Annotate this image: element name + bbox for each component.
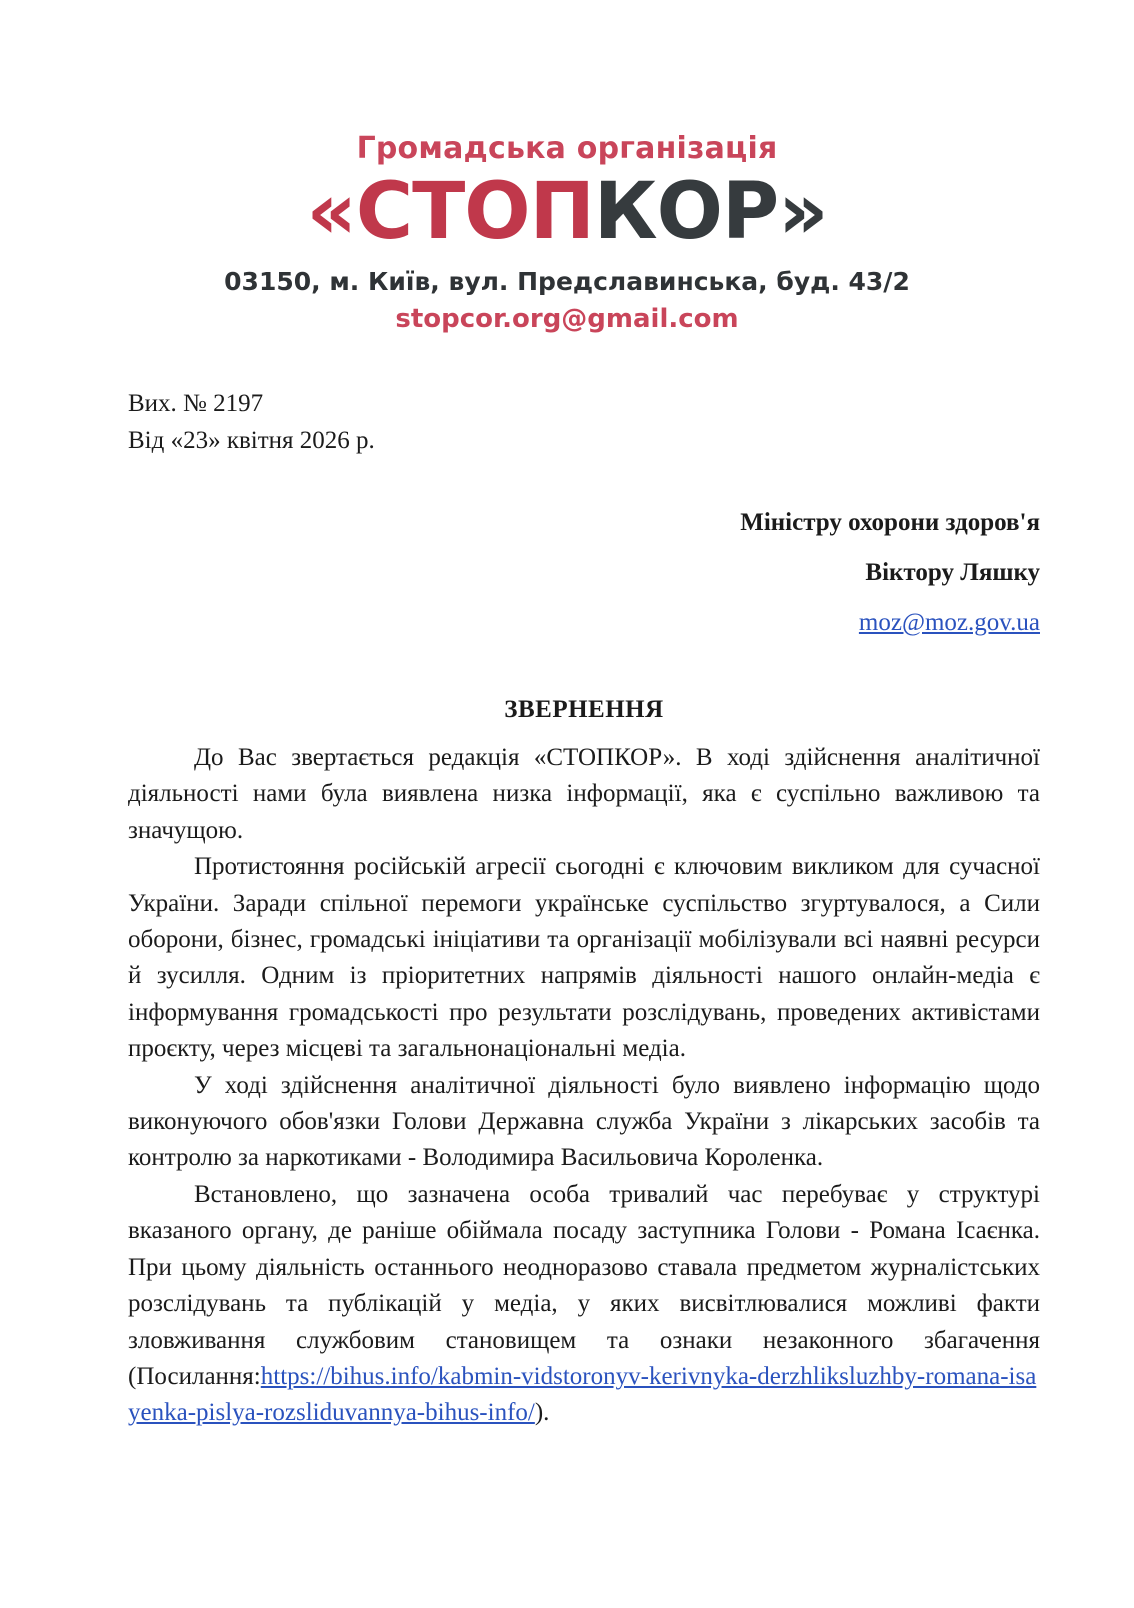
addressee-position: Міністру охорони здоров'я	[740, 509, 1040, 536]
reference-block	[128, 385, 375, 459]
paragraph-4	[128, 1177, 1040, 1432]
bihus-info-article-link[interactable]: https://bihus.info/kabmin-vidstoronyv-kerivnyka-derzhliksluzhby-romana-isayenka-pislya-rozsliduvannya-bihus-info/	[128, 1362, 1037, 1427]
logo-dark-part: КОР	[593, 167, 779, 257]
paragraph-3: У ході здійснення аналітичної діяльності було виявлено інформацію щодо виконуючого обов'язки Голови Державна служба України з лікарських засобів та контролю за наркотиками - Володимира Васильовича Короленка.	[128, 1071, 1040, 1172]
logo-close-quote: »	[778, 167, 828, 257]
letterhead-email: stopcor.org@gmail.com	[395, 304, 739, 334]
paragraph-2: Протистояння російській агресії сьогодні є ключовим викликом для сучасної України. Заради спільної перемоги українське суспільство згуртувалося, а Сили оборони, бізнес, громадські ініціативи та організації мобілізували всі наявні ресурси й зусилля. Одним із пріоритетних напрямів діяльності нашого онлайн-медіа є інформування громадськості про результати розслідувань, проведених активістами проєкту, через місцеві та загальнонаціональні медіа.	[128, 853, 1040, 1063]
paragraph-4-text-before-link: Встановлено, що зазначена особа тривалий час перебуває у структурі вказаного органу, де раніше обіймала посаду заступника Голови - Романа Ісаєнка. При цьому діяльність останнього неодноразово ставала предметом журналістських розслідувань та публікацій у медіа, у яких висвітлювалися можливі факти зловживання службовим становищем та ознаки незаконного збагачення (Посилання:	[128, 1180, 1040, 1390]
logo-open-quote: «	[306, 167, 356, 257]
letter-text	[128, 740, 1040, 1432]
letterhead-address: 03150, м. Київ, вул. Предславинська, буд. 43/2	[224, 267, 910, 296]
document-date: Від «23» квітня 2026 р.	[128, 427, 375, 454]
letterhead-org-line: Громадська організація	[356, 131, 778, 166]
letterhead-logo	[0, 167, 1134, 257]
document-title: ЗВЕРНЕННЯ	[504, 696, 664, 723]
addressee-block	[128, 498, 1040, 648]
addressee-name: Віктору Ляшку	[865, 559, 1040, 586]
paragraph-4-text-after-link: ).	[534, 1399, 550, 1427]
logo-red-part: СТОП	[355, 167, 594, 257]
addressee-email-link[interactable]: moz@moz.gov.ua	[858, 609, 1040, 636]
paragraph-1: До Вас звертається редакція «СТОПКОР». В ході здійснення аналітичної діяльності нами була виявлена низка інформації, яка є суспільно важливою та значущою.	[128, 744, 1040, 844]
outgoing-number: Вих. № 2197	[128, 390, 264, 417]
letterhead	[0, 132, 1134, 335]
addressee-email-line	[128, 598, 1040, 648]
